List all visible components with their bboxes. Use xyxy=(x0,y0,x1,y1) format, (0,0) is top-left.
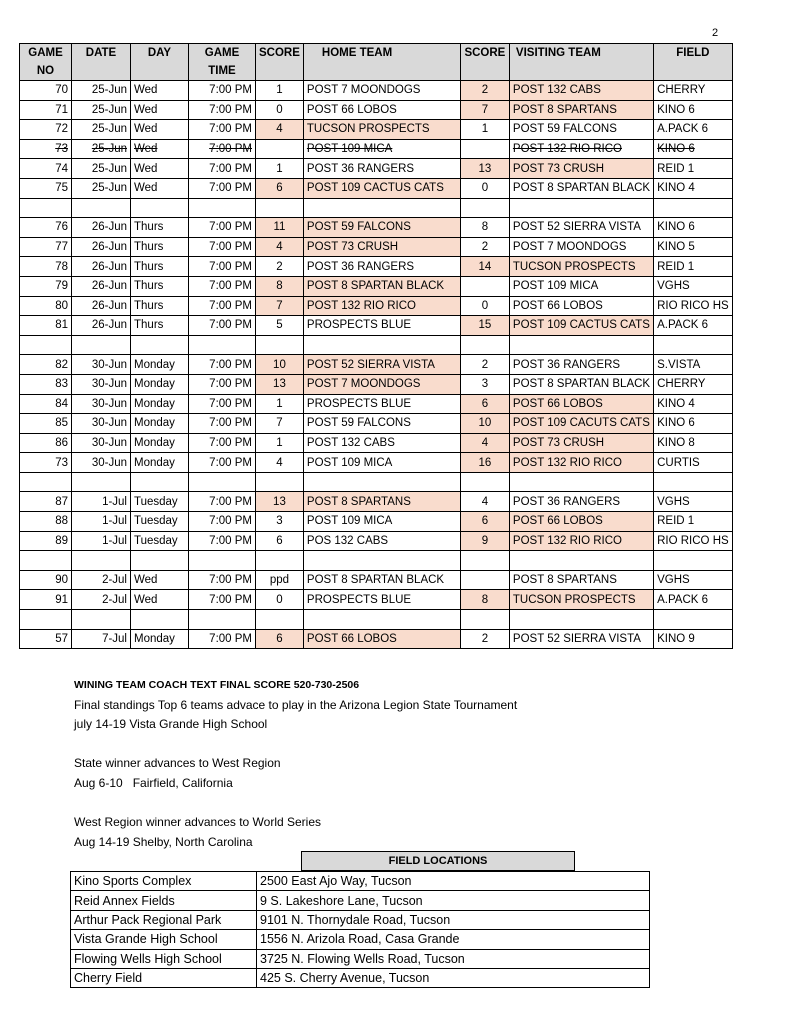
game-no-cell: 83 xyxy=(20,374,72,394)
visiting-team-cell: POST 59 FALCONS xyxy=(509,120,653,140)
table-row xyxy=(20,355,733,375)
visiting-team-cell: POST 132 CABS xyxy=(509,81,653,101)
date-cell: 26-Jun xyxy=(72,276,131,296)
home-score-cell: 7 xyxy=(256,414,304,434)
note-line-2: july 14-19 Vista Grande High School xyxy=(74,717,268,732)
date-cell: 2-Jul xyxy=(72,570,131,590)
time-cell: 7:00 PM xyxy=(189,276,256,296)
home-score-cell: 4 xyxy=(256,453,304,473)
field-address-cell: 9 S. Lakeshore Lane, Tucson xyxy=(257,891,650,910)
date-cell: 30-Jun xyxy=(72,414,131,434)
visiting-score-cell: 4 xyxy=(460,492,509,512)
field-name-cell: Cherry Field xyxy=(71,968,257,987)
field-cell: REID 1 xyxy=(654,159,733,179)
visiting-team-cell: POST 8 SPARTAN BLACK xyxy=(509,374,653,394)
day-cell: Monday xyxy=(131,629,189,649)
game-no-cell: 73 xyxy=(20,453,72,473)
visiting-score-cell: 6 xyxy=(460,512,509,532)
visiting-score-cell: 1 xyxy=(460,120,509,140)
home-score-cell: ppd xyxy=(256,570,304,590)
field-cell: RIO RICO HS xyxy=(654,296,733,316)
schedule-header-row xyxy=(20,44,733,81)
visiting-team-cell: TUCSON PROSPECTS xyxy=(509,257,653,277)
home-score-cell: 6 xyxy=(256,531,304,551)
time-cell: 7:00 PM xyxy=(189,100,256,120)
time-cell: 7:00 PM xyxy=(189,139,256,159)
home-team-cell: POST 59 FALCONS xyxy=(303,414,460,434)
home-team-cell: POST 109 MICA xyxy=(303,453,460,473)
home-score-cell: 6 xyxy=(256,629,304,649)
day-cell: Wed xyxy=(131,120,189,140)
field-location-row xyxy=(71,891,650,910)
home-score-cell xyxy=(256,139,304,159)
day-cell: Wed xyxy=(131,570,189,590)
table-row xyxy=(20,139,733,159)
table-row xyxy=(20,590,733,610)
spacer-row xyxy=(20,610,733,630)
spacer-row xyxy=(20,472,733,492)
home-score-cell: 11 xyxy=(256,218,304,238)
date-cell: 2-Jul xyxy=(72,590,131,610)
field-cell: VGHS xyxy=(654,570,733,590)
field-location-row xyxy=(71,872,650,891)
page-number: 2 xyxy=(712,27,719,39)
field-cell: A.PACK 6 xyxy=(654,120,733,140)
visiting-team-cell: POST 8 SPARTANS xyxy=(509,100,653,120)
header-home-team: HOME TEAM xyxy=(303,44,460,81)
time-cell: 7:00 PM xyxy=(189,414,256,434)
visiting-team-cell: POST 66 LOBOS xyxy=(509,296,653,316)
day-cell: Monday xyxy=(131,374,189,394)
game-no-cell: 70 xyxy=(20,81,72,101)
field-name-cell: Kino Sports Complex xyxy=(71,872,257,891)
field-location-row xyxy=(71,968,650,987)
visiting-score-cell: 0 xyxy=(460,178,509,198)
table-row xyxy=(20,531,733,551)
notes-block xyxy=(74,676,517,852)
home-score-cell: 10 xyxy=(256,355,304,375)
day-cell: Monday xyxy=(131,414,189,434)
day-cell: Wed xyxy=(131,139,189,159)
game-no-cell: 72 xyxy=(20,120,72,140)
schedule-body xyxy=(20,81,733,649)
field-name-cell: Arthur Pack Regional Park xyxy=(71,910,257,929)
visiting-score-cell: 8 xyxy=(460,590,509,610)
visiting-team-cell: TUCSON PROSPECTS xyxy=(509,590,653,610)
time-cell: 7:00 PM xyxy=(189,590,256,610)
visiting-score-cell: 9 xyxy=(460,531,509,551)
game-no-cell: 87 xyxy=(20,492,72,512)
note-line-4: Aug 6-10 Fairfield, California xyxy=(74,775,233,790)
visiting-score-cell: 3 xyxy=(460,374,509,394)
table-row xyxy=(20,237,733,257)
field-cell: REID 1 xyxy=(654,512,733,532)
date-cell: 25-Jun xyxy=(72,120,131,140)
date-cell: 26-Jun xyxy=(72,296,131,316)
field-locations-title: FIELD LOCATIONS xyxy=(301,851,575,871)
game-no-cell: 90 xyxy=(20,570,72,590)
time-cell: 7:00 PM xyxy=(189,81,256,101)
day-cell: Thurs xyxy=(131,316,189,336)
home-team-cell: POST 52 SIERRA VISTA xyxy=(303,355,460,375)
visiting-team-cell: POST 36 RANGERS xyxy=(509,355,653,375)
home-score-cell: 4 xyxy=(256,120,304,140)
date-cell: 7-Jul xyxy=(72,629,131,649)
visiting-score-cell xyxy=(460,276,509,296)
visiting-team-cell: POST 109 CACTUS CATS xyxy=(509,316,653,336)
field-cell: KINO 6 xyxy=(654,414,733,434)
visiting-score-cell: 6 xyxy=(460,394,509,414)
schedule-table xyxy=(19,43,733,649)
time-cell: 7:00 PM xyxy=(189,570,256,590)
field-cell: KINO 4 xyxy=(654,178,733,198)
field-cell: A.PACK 6 xyxy=(654,590,733,610)
visiting-score-cell: 7 xyxy=(460,100,509,120)
time-cell: 7:00 PM xyxy=(189,394,256,414)
visiting-score-cell xyxy=(460,139,509,159)
game-no-cell: 71 xyxy=(20,100,72,120)
date-cell: 26-Jun xyxy=(72,218,131,238)
home-team-cell: TUCSON PROSPECTS xyxy=(303,120,460,140)
home-score-cell: 2 xyxy=(256,257,304,277)
home-score-cell: 6 xyxy=(256,178,304,198)
date-cell: 1-Jul xyxy=(72,492,131,512)
game-no-cell: 78 xyxy=(20,257,72,277)
date-cell: 25-Jun xyxy=(72,139,131,159)
game-no-cell: 74 xyxy=(20,159,72,179)
table-row xyxy=(20,374,733,394)
date-cell: 26-Jun xyxy=(72,237,131,257)
table-row xyxy=(20,316,733,336)
field-cell: KINO 4 xyxy=(654,394,733,414)
visiting-team-cell: POST 109 CACUTS CATS xyxy=(509,414,653,434)
visiting-score-cell: 2 xyxy=(460,81,509,101)
date-cell: 30-Jun xyxy=(72,374,131,394)
visiting-team-cell: POST 132 RIO RICO xyxy=(509,453,653,473)
home-team-cell: POST 7 MOONDOGS xyxy=(303,81,460,101)
header-game-no: GAME NO xyxy=(20,44,72,81)
visiting-score-cell: 15 xyxy=(460,316,509,336)
visiting-team-cell: POST 8 SPARTANS xyxy=(509,570,653,590)
field-cell: VGHS xyxy=(654,276,733,296)
table-row xyxy=(20,159,733,179)
time-cell: 7:00 PM xyxy=(189,237,256,257)
time-cell: 7:00 PM xyxy=(189,159,256,179)
date-cell: 30-Jun xyxy=(72,433,131,453)
header-home-score: SCORE xyxy=(256,44,304,81)
visiting-score-cell xyxy=(460,570,509,590)
date-cell: 1-Jul xyxy=(72,531,131,551)
visiting-team-cell: POST 8 SPARTAN BLACK xyxy=(509,178,653,198)
visiting-team-cell: POST 36 RANGERS xyxy=(509,492,653,512)
home-team-cell: PROSPECTS BLUE xyxy=(303,316,460,336)
table-row xyxy=(20,453,733,473)
day-cell: Wed xyxy=(131,590,189,610)
table-row xyxy=(20,100,733,120)
home-team-cell: PROSPECTS BLUE xyxy=(303,590,460,610)
field-address-cell: 425 S. Cherry Avenue, Tucson xyxy=(257,968,650,987)
note-line-6: Aug 14-19 Shelby, North Carolina xyxy=(74,834,253,849)
table-row xyxy=(20,81,733,101)
visiting-team-cell: POST 132 RIO RICO xyxy=(509,139,653,159)
home-team-cell: POST 109 CACTUS CATS xyxy=(303,178,460,198)
home-team-cell: POST 36 RANGERS xyxy=(303,159,460,179)
home-score-cell: 1 xyxy=(256,159,304,179)
home-team-cell: PROSPECTS BLUE xyxy=(303,394,460,414)
home-team-cell: POST 109 MICA xyxy=(303,512,460,532)
table-row xyxy=(20,492,733,512)
game-no-cell: 73 xyxy=(20,139,72,159)
home-score-cell: 4 xyxy=(256,237,304,257)
home-score-cell: 1 xyxy=(256,394,304,414)
date-cell: 25-Jun xyxy=(72,100,131,120)
home-team-cell: POST 73 CRUSH xyxy=(303,237,460,257)
visiting-score-cell: 10 xyxy=(460,414,509,434)
home-team-cell: POST 8 SPARTAN BLACK xyxy=(303,570,460,590)
game-no-cell: 88 xyxy=(20,512,72,532)
home-score-cell: 1 xyxy=(256,81,304,101)
visiting-team-cell: POST 66 LOBOS xyxy=(509,512,653,532)
game-no-cell: 85 xyxy=(20,414,72,434)
home-score-cell: 0 xyxy=(256,590,304,610)
table-row xyxy=(20,512,733,532)
time-cell: 7:00 PM xyxy=(189,120,256,140)
coach-text-note: WINING TEAM COACH TEXT FINAL SCORE 520-730-2506 xyxy=(74,679,360,691)
game-no-cell: 79 xyxy=(20,276,72,296)
header-date: DATE xyxy=(72,44,131,81)
table-row xyxy=(20,629,733,649)
table-row xyxy=(20,120,733,140)
note-line-5: West Region winner advances to World Series xyxy=(74,815,322,830)
field-cell: KINO 6 xyxy=(654,100,733,120)
field-cell: CURTIS xyxy=(654,453,733,473)
date-cell: 25-Jun xyxy=(72,81,131,101)
visiting-team-cell: POST 73 CRUSH xyxy=(509,433,653,453)
game-no-cell: 86 xyxy=(20,433,72,453)
field-cell: KINO 8 xyxy=(654,433,733,453)
date-cell: 25-Jun xyxy=(72,159,131,179)
game-no-cell: 81 xyxy=(20,316,72,336)
home-team-cell: POST 7 MOONDOGS xyxy=(303,374,460,394)
field-cell: CHERRY xyxy=(654,374,733,394)
time-cell: 7:00 PM xyxy=(189,257,256,277)
field-cell: KINO 9 xyxy=(654,629,733,649)
table-row xyxy=(20,218,733,238)
date-cell: 30-Jun xyxy=(72,394,131,414)
game-no-cell: 89 xyxy=(20,531,72,551)
day-cell: Thurs xyxy=(131,276,189,296)
field-cell: KINO 6 xyxy=(654,139,733,159)
time-cell: 7:00 PM xyxy=(189,218,256,238)
field-cell: A.PACK 6 xyxy=(654,316,733,336)
home-score-cell: 1 xyxy=(256,433,304,453)
visiting-score-cell: 2 xyxy=(460,237,509,257)
visiting-team-cell: POST 132 RIO RICO xyxy=(509,531,653,551)
field-cell: KINO 6 xyxy=(654,218,733,238)
table-row xyxy=(20,178,733,198)
home-team-cell: POST 66 LOBOS xyxy=(303,629,460,649)
day-cell: Monday xyxy=(131,433,189,453)
time-cell: 7:00 PM xyxy=(189,296,256,316)
day-cell: Thurs xyxy=(131,218,189,238)
note-line-3: State winner advances to West Region xyxy=(74,756,281,771)
home-team-cell: POST 8 SPARTANS xyxy=(303,492,460,512)
game-no-cell: 91 xyxy=(20,590,72,610)
home-team-cell: POS 132 CABS xyxy=(303,531,460,551)
game-no-cell: 82 xyxy=(20,355,72,375)
visiting-team-cell: POST 109 MICA xyxy=(509,276,653,296)
header-visiting-team: VISITING TEAM xyxy=(509,44,653,81)
visiting-score-cell: 14 xyxy=(460,257,509,277)
field-name-cell: Flowing Wells High School xyxy=(71,949,257,968)
game-no-cell: 77 xyxy=(20,237,72,257)
home-score-cell: 0 xyxy=(256,100,304,120)
day-cell: Tuesday xyxy=(131,531,189,551)
time-cell: 7:00 PM xyxy=(189,433,256,453)
home-team-cell: POST 132 CABS xyxy=(303,433,460,453)
time-cell: 7:00 PM xyxy=(189,316,256,336)
time-cell: 7:00 PM xyxy=(189,531,256,551)
field-address-cell: 3725 N. Flowing Wells Road, Tucson xyxy=(257,949,650,968)
home-score-cell: 8 xyxy=(256,276,304,296)
visiting-score-cell: 2 xyxy=(460,355,509,375)
day-cell: Monday xyxy=(131,355,189,375)
day-cell: Tuesday xyxy=(131,492,189,512)
field-address-cell: 1556 N. Arizola Road, Casa Grande xyxy=(257,930,650,949)
home-score-cell: 13 xyxy=(256,374,304,394)
time-cell: 7:00 PM xyxy=(189,453,256,473)
game-no-cell: 80 xyxy=(20,296,72,316)
day-cell: Tuesday xyxy=(131,512,189,532)
time-cell: 7:00 PM xyxy=(189,178,256,198)
day-cell: Wed xyxy=(131,81,189,101)
table-row xyxy=(20,433,733,453)
time-cell: 7:00 PM xyxy=(189,492,256,512)
field-location-row xyxy=(71,930,650,949)
game-no-cell: 76 xyxy=(20,218,72,238)
time-cell: 7:00 PM xyxy=(189,355,256,375)
day-cell: Thurs xyxy=(131,296,189,316)
table-row xyxy=(20,276,733,296)
field-name-cell: Reid Annex Fields xyxy=(71,891,257,910)
visiting-score-cell: 4 xyxy=(460,433,509,453)
field-address-cell: 9101 N. Thornydale Road, Tucson xyxy=(257,910,650,929)
day-cell: Thurs xyxy=(131,237,189,257)
home-score-cell: 5 xyxy=(256,316,304,336)
date-cell: 26-Jun xyxy=(72,257,131,277)
visiting-score-cell: 16 xyxy=(460,453,509,473)
home-score-cell: 13 xyxy=(256,492,304,512)
spacer-row xyxy=(20,335,733,355)
home-score-cell: 3 xyxy=(256,512,304,532)
field-cell: REID 1 xyxy=(654,257,733,277)
note-line-1: Final standings Top 6 teams advace to play in the Arizona Legion State Tournament xyxy=(74,697,518,712)
day-cell: Wed xyxy=(131,100,189,120)
home-team-cell: POST 36 RANGERS xyxy=(303,257,460,277)
date-cell: 25-Jun xyxy=(72,178,131,198)
field-cell: KINO 5 xyxy=(654,237,733,257)
game-no-cell: 57 xyxy=(20,629,72,649)
visiting-team-cell: POST 7 MOONDOGS xyxy=(509,237,653,257)
header-field: FIELD xyxy=(654,44,733,81)
table-row xyxy=(20,394,733,414)
header-visiting-score: SCORE xyxy=(460,44,509,81)
time-cell: 7:00 PM xyxy=(189,629,256,649)
date-cell: 1-Jul xyxy=(72,512,131,532)
home-team-cell: POST 109 MICA xyxy=(303,139,460,159)
header-game-time: GAME TIME xyxy=(189,44,256,81)
table-row xyxy=(20,257,733,277)
day-cell: Wed xyxy=(131,159,189,179)
header-day: DAY xyxy=(131,44,189,81)
home-team-cell: POST 59 FALCONS xyxy=(303,218,460,238)
field-location-row xyxy=(71,910,650,929)
spacer-row xyxy=(20,198,733,218)
field-cell: CHERRY xyxy=(654,81,733,101)
visiting-team-cell: POST 66 LOBOS xyxy=(509,394,653,414)
field-address-cell: 2500 East Ajo Way, Tucson xyxy=(257,872,650,891)
visiting-score-cell: 8 xyxy=(460,218,509,238)
field-cell: S.VISTA xyxy=(654,355,733,375)
field-cell: RIO RICO HS xyxy=(654,531,733,551)
field-locations-table xyxy=(70,871,650,988)
spacer-row xyxy=(20,551,733,571)
table-row xyxy=(20,414,733,434)
day-cell: Monday xyxy=(131,453,189,473)
visiting-team-cell: POST 52 SIERRA VISTA xyxy=(509,218,653,238)
date-cell: 30-Jun xyxy=(72,453,131,473)
home-team-cell: POST 66 LOBOS xyxy=(303,100,460,120)
home-score-cell: 7 xyxy=(256,296,304,316)
table-row xyxy=(20,570,733,590)
date-cell: 26-Jun xyxy=(72,316,131,336)
day-cell: Thurs xyxy=(131,257,189,277)
field-cell: VGHS xyxy=(654,492,733,512)
visiting-team-cell: POST 73 CRUSH xyxy=(509,159,653,179)
visiting-score-cell: 0 xyxy=(460,296,509,316)
visiting-score-cell: 13 xyxy=(460,159,509,179)
field-name-cell: Vista Grande High School xyxy=(71,930,257,949)
time-cell: 7:00 PM xyxy=(189,374,256,394)
day-cell: Wed xyxy=(131,178,189,198)
day-cell: Monday xyxy=(131,394,189,414)
home-team-cell: POST 132 RIO RICO xyxy=(303,296,460,316)
visiting-score-cell: 2 xyxy=(460,629,509,649)
game-no-cell: 75 xyxy=(20,178,72,198)
game-no-cell: 84 xyxy=(20,394,72,414)
table-row xyxy=(20,296,733,316)
home-team-cell: POST 8 SPARTAN BLACK xyxy=(303,276,460,296)
date-cell: 30-Jun xyxy=(72,355,131,375)
visiting-team-cell: POST 52 SIERRA VISTA xyxy=(509,629,653,649)
time-cell: 7:00 PM xyxy=(189,512,256,532)
field-location-row xyxy=(71,949,650,968)
